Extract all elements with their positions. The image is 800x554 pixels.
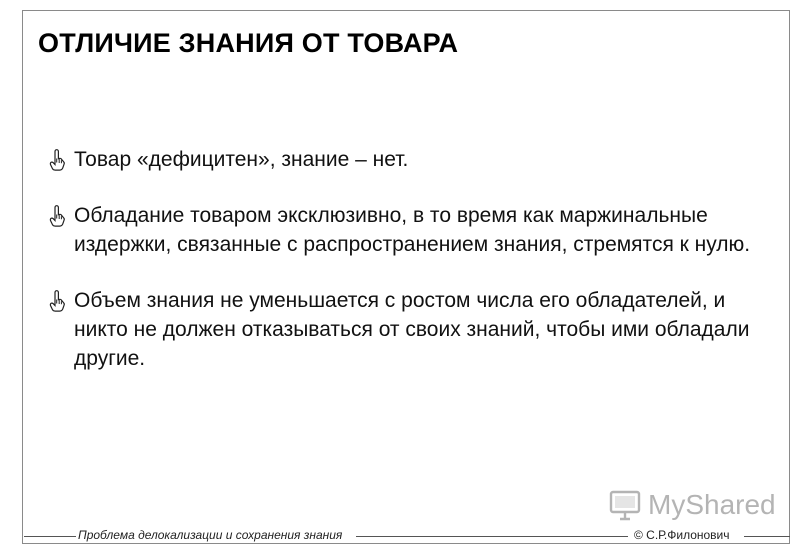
bullet-item	[48, 286, 758, 373]
footer-divider-middle	[356, 536, 628, 537]
myshared-watermark	[608, 488, 776, 522]
footer-divider-left	[24, 536, 76, 537]
footer-copyright: © С.Р.Филонович	[634, 528, 730, 542]
footer-title: Проблема делокализации и сохранения знания	[78, 528, 343, 542]
bullet-item	[48, 145, 758, 174]
bullet-text: Товар «дефицитен», знание – нет.	[74, 148, 409, 171]
watermark-text: MyShared	[648, 489, 776, 520]
presentation-board-icon	[608, 488, 642, 522]
bullet-item	[48, 201, 758, 259]
bullet-text: Объем знания не уменьшается с ростом числа его обладателей, и никто не должен отказываться от своих знаний, чтобы ими обладали другие.	[74, 289, 750, 370]
pointing-hand-icon	[48, 290, 66, 314]
pointing-hand-icon	[48, 149, 66, 173]
slide-title: ОТЛИЧИЕ ЗНАНИЯ ОТ ТОВАРА	[38, 28, 459, 58]
pointing-hand-icon	[48, 205, 66, 229]
footer-divider-right	[744, 536, 790, 537]
bullet-list	[48, 145, 758, 400]
bullet-text: Обладание товаром эксклюзивно, в то время как маржинальные издержки, связанные с распространением знания, стремятся к нулю.	[74, 204, 751, 256]
